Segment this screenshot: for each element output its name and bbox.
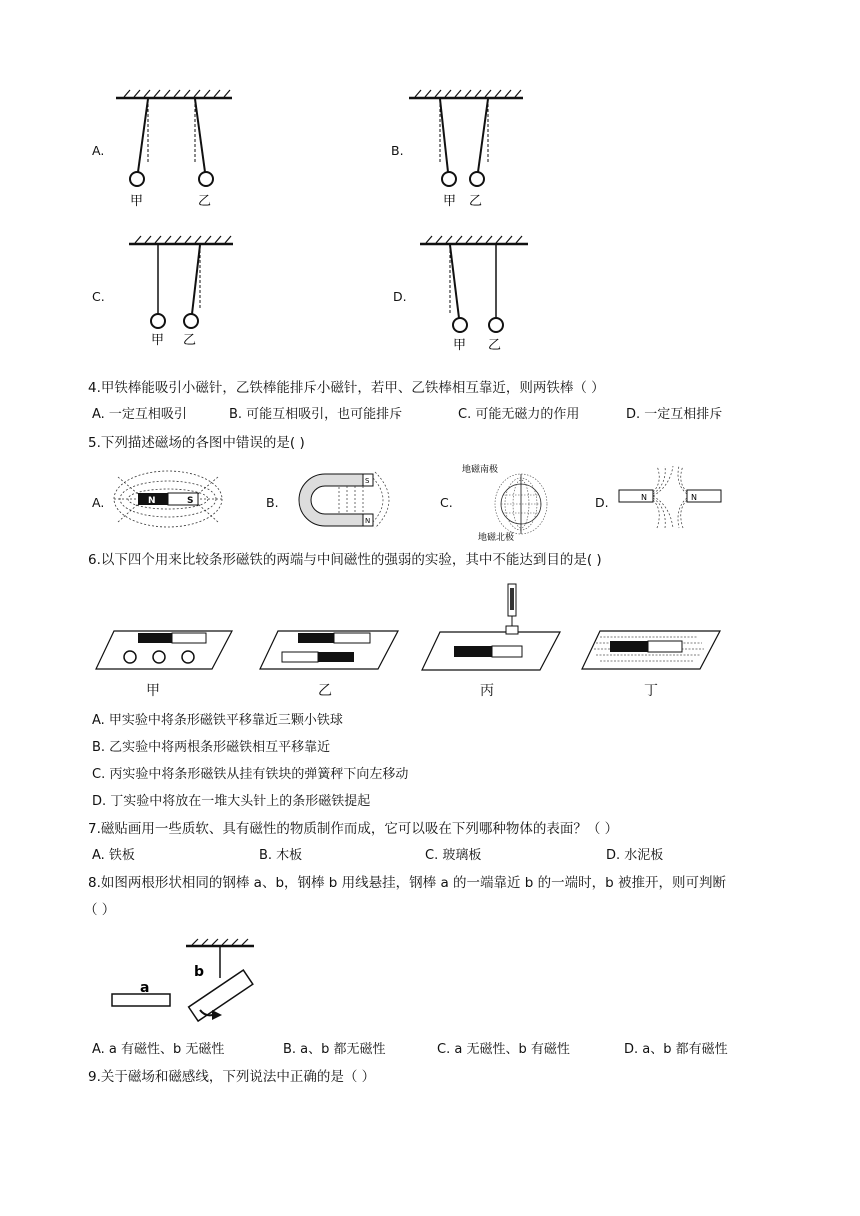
svg-text:N: N bbox=[365, 517, 371, 525]
option-label-d: D. bbox=[393, 289, 407, 304]
q5-label-a[interactable]: A. bbox=[92, 495, 105, 510]
fig-label-yi: 乙 bbox=[318, 683, 332, 699]
geo-south-label: 地磁南极 bbox=[462, 465, 499, 475]
question-7-stem: 7.磁贴画用一些质软、具有磁性的物质制作而成，它可以吸在下列哪种物体的表面？（ ） bbox=[88, 821, 619, 837]
experiment-bing-figure bbox=[420, 582, 565, 676]
steel-bars-figure bbox=[108, 938, 268, 1028]
svg-text:N: N bbox=[148, 496, 156, 506]
option-label-a: A. bbox=[92, 143, 105, 158]
pendulum-figure-c bbox=[125, 234, 240, 352]
svg-text:乙: 乙 bbox=[488, 338, 502, 353]
option-label-c: C. bbox=[92, 289, 105, 304]
yi-label: 乙 bbox=[198, 194, 212, 209]
q7-option-d[interactable]: D. 水泥板 bbox=[606, 848, 664, 863]
geo-north-label: 地磁北极 bbox=[478, 533, 515, 543]
fig-label-ding: 丁 bbox=[644, 683, 658, 699]
q5-label-b[interactable]: B. bbox=[266, 495, 279, 510]
question-9-stem: 9.关于磁场和磁感线，下列说法中正确的是（ ） bbox=[88, 1069, 376, 1085]
q4-option-c[interactable]: C. 可能无磁力的作用 bbox=[458, 407, 580, 422]
q8-option-d[interactable]: D. a、b 都有磁性 bbox=[624, 1042, 728, 1057]
q6-option-c[interactable]: C. 丙实验中将条形磁铁从挂有铁块的弹簧秤下向左移动 bbox=[92, 767, 409, 782]
jia-label: 甲 bbox=[130, 194, 144, 209]
fig-label-bing: 丙 bbox=[480, 683, 494, 699]
q6-option-a[interactable]: A. 甲实验中将条形磁铁平移靠近三颗小铁球 bbox=[92, 713, 343, 728]
question-4-stem: 4.甲铁棒能吸引小磁针，乙铁棒能排斥小磁针，若甲、乙铁棒相互靠近，则两铁棒（ ） bbox=[88, 380, 605, 396]
fig-label-jia: 甲 bbox=[146, 683, 160, 699]
horseshoe-magnet-figure bbox=[285, 462, 405, 534]
svg-text:乙: 乙 bbox=[469, 194, 483, 209]
svg-text:乙: 乙 bbox=[183, 333, 197, 348]
svg-text:N: N bbox=[691, 493, 697, 502]
q5-label-c[interactable]: C. bbox=[440, 495, 453, 510]
q8-option-a[interactable]: A. a 有磁性、b 无磁性 bbox=[92, 1042, 225, 1057]
two-north-poles-figure bbox=[615, 462, 725, 534]
bar-magnet-field-figure bbox=[108, 462, 228, 542]
svg-text:甲: 甲 bbox=[151, 333, 165, 348]
q5-label-d[interactable]: D. bbox=[595, 495, 609, 510]
q8-option-b[interactable]: B. a、b 都无磁性 bbox=[283, 1042, 386, 1057]
question-6-stem: 6.以下四个用来比较条形磁铁的两端与中间磁性的强弱的实验，其中不能达到目的是( ) bbox=[88, 552, 602, 568]
q7-option-b[interactable]: B. 木板 bbox=[259, 848, 303, 863]
pendulum-figure-a bbox=[110, 88, 240, 213]
q4-option-b[interactable]: B. 可能互相吸引，也可能排斥 bbox=[229, 407, 403, 422]
bar-b-label: b bbox=[194, 964, 205, 980]
experiment-yi-figure bbox=[258, 625, 403, 675]
option-label-b: B. bbox=[391, 143, 404, 158]
svg-text:S: S bbox=[365, 477, 370, 485]
svg-text:N: N bbox=[641, 493, 647, 502]
earth-field-figure bbox=[458, 462, 568, 542]
question-8-stem: 8.如图两根形状相同的钢棒 a、b，钢棒 b 用线悬挂，钢棒 a 的一端靠近 b 的一端时，b 被推开，则可判断 bbox=[88, 875, 727, 891]
pendulum-figure-b bbox=[405, 88, 535, 213]
experiment-jia-figure bbox=[94, 625, 239, 675]
svg-text:甲: 甲 bbox=[453, 338, 467, 353]
svg-text:S: S bbox=[187, 496, 194, 506]
q6-option-b[interactable]: B. 乙实验中将两根条形磁铁相互平移靠近 bbox=[92, 740, 331, 755]
q4-option-d[interactable]: D. 一定互相排斥 bbox=[626, 407, 723, 422]
question-8-stem-cont: （ ） bbox=[84, 902, 116, 918]
svg-text:甲: 甲 bbox=[443, 194, 457, 209]
experiment-ding-figure bbox=[580, 625, 725, 675]
bar-a-label: a bbox=[140, 980, 150, 996]
q6-option-d[interactable]: D. 丁实验中将放在一堆大头针上的条形磁铁提起 bbox=[92, 794, 371, 809]
q8-option-c[interactable]: C. a 无磁性、b 有磁性 bbox=[437, 1042, 570, 1057]
pendulum-figure-d bbox=[416, 234, 536, 354]
q4-option-a[interactable]: A. 一定互相吸引 bbox=[92, 407, 187, 422]
q7-option-c[interactable]: C. 玻璃板 bbox=[425, 848, 482, 863]
q7-option-a[interactable]: A. 铁板 bbox=[92, 848, 135, 863]
question-5-stem: 5.下列描述磁场的各图中错误的是( ) bbox=[88, 435, 305, 451]
